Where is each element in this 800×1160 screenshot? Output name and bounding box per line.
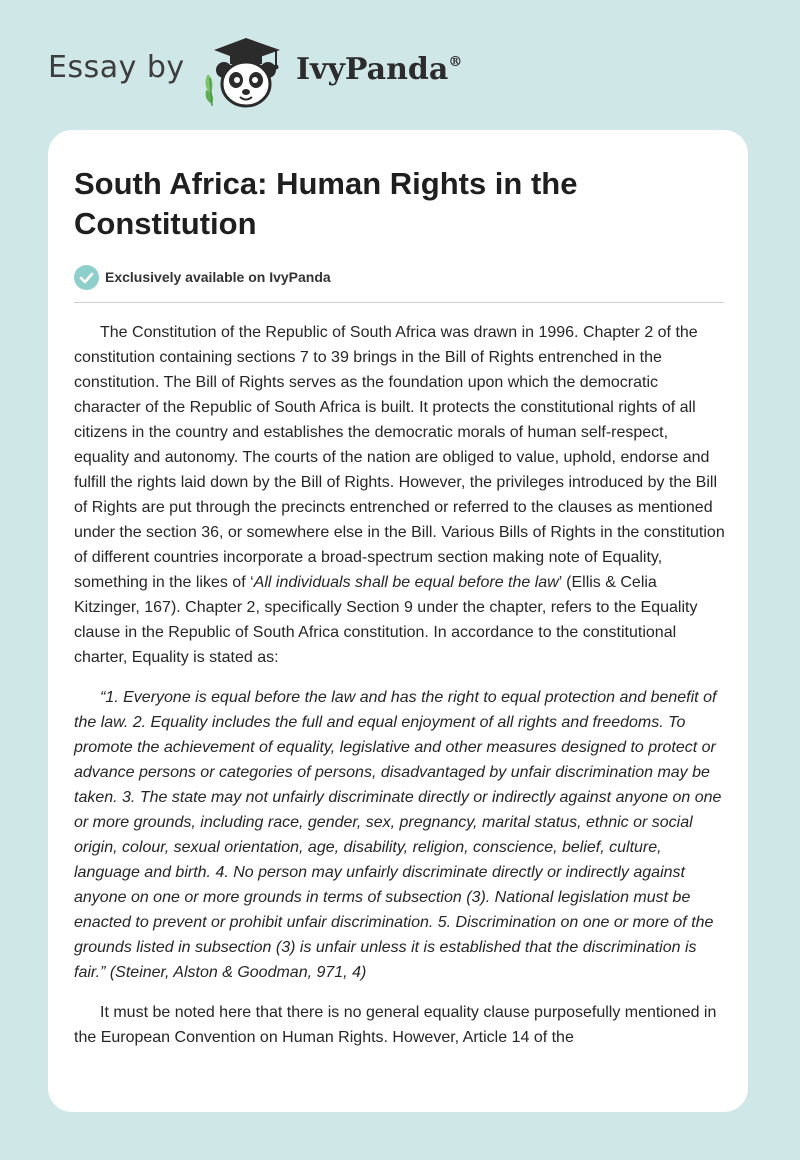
- registered-mark: ®: [448, 54, 463, 70]
- paragraph-continued: It must be noted here that there is no general equality clause purposefully mentioned in the European Convention on Human Rights. However, Article 14 of the: [74, 1004, 717, 1046]
- brand-name[interactable]: IvyPanda®: [296, 52, 463, 87]
- page-title: South Africa: Human Rights in the Constitution: [74, 166, 578, 241]
- exclusive-badge: [74, 264, 331, 290]
- essay-card: [48, 130, 748, 1112]
- paragraph-intro: The Constitution of the Republic of South Africa was drawn in 1996. Chapter 2 of the constitution containing sections 7 to 39 brings in the Bill of Rights entrenched in the constitution. The Bill of Rights serves as the foundation upon which the democratic character of the Republic of South Africa is built. It protects the constitutional rights of all citizens in the country and establishes the democratic morals of human self-respect, equality and autonomy. The courts of the nation are obliged to value, uphold, endorse and fulfill the rights laid down by the Bill of Rights. However, the privileges introduced by the Bill of Rights are put through the precincts entrenched or referred to the clauses as mentioned under the section 36, or somewhere else in the Bill. Various Bills of Rights in the constitution of different countries incorporate a broad-spectrum section making note of Equality, something in the likes of ‘All individuals shall be equal before the law’ (Ellis & Celia Kitzinger, 167). Chapter 2, specifically Section 9 under the chapter, refers to the Equality clause in the Republic of South Africa constitution. In accordance to the constitutional charter, Equality is stated as:: [74, 324, 725, 666]
- essay-by-label: Essay by: [48, 50, 185, 85]
- site-header: [0, 0, 800, 120]
- panda-graduate-icon[interactable]: [200, 34, 292, 110]
- exclusive-label: Exclusively available on IvyPanda: [105, 269, 331, 285]
- divider: [74, 302, 724, 303]
- block-quote: “1. Everyone is equal before the law and has the right to equal protection and benefit of the law. 2. Equality includes the full and equal enjoyment of all rights and freedoms. To promote the achievement of equality, legislative and other measures designed to protect or advance persons or categories of persons, disadvantaged by unfair discrimination may be taken. 3. The state may not unfairly discriminate directly or indirectly against anyone on one or more grounds, including race, gender, sex, pregnancy, marital status, ethnic or social origin, colour, sexual orientation, age, disability, religion, conscience, belief, culture, language and birth. 4. No person may unfairly discriminate directly or indirectly against anyone on one or more grounds in terms of subsection (3). National legislation must be enacted to prevent or prohibit unfair discrimination. 5. Discrimination on one or more of the grounds listed in subsection (3) is unfair unless it is established that the discrimination is fair.” (Steiner, Alston & Goodman, 971, 4): [74, 689, 722, 981]
- essay-body: [74, 320, 726, 1065]
- check-circle-icon: [74, 265, 99, 290]
- quoted-principle: All individuals shall be equal before the law: [253, 574, 559, 591]
